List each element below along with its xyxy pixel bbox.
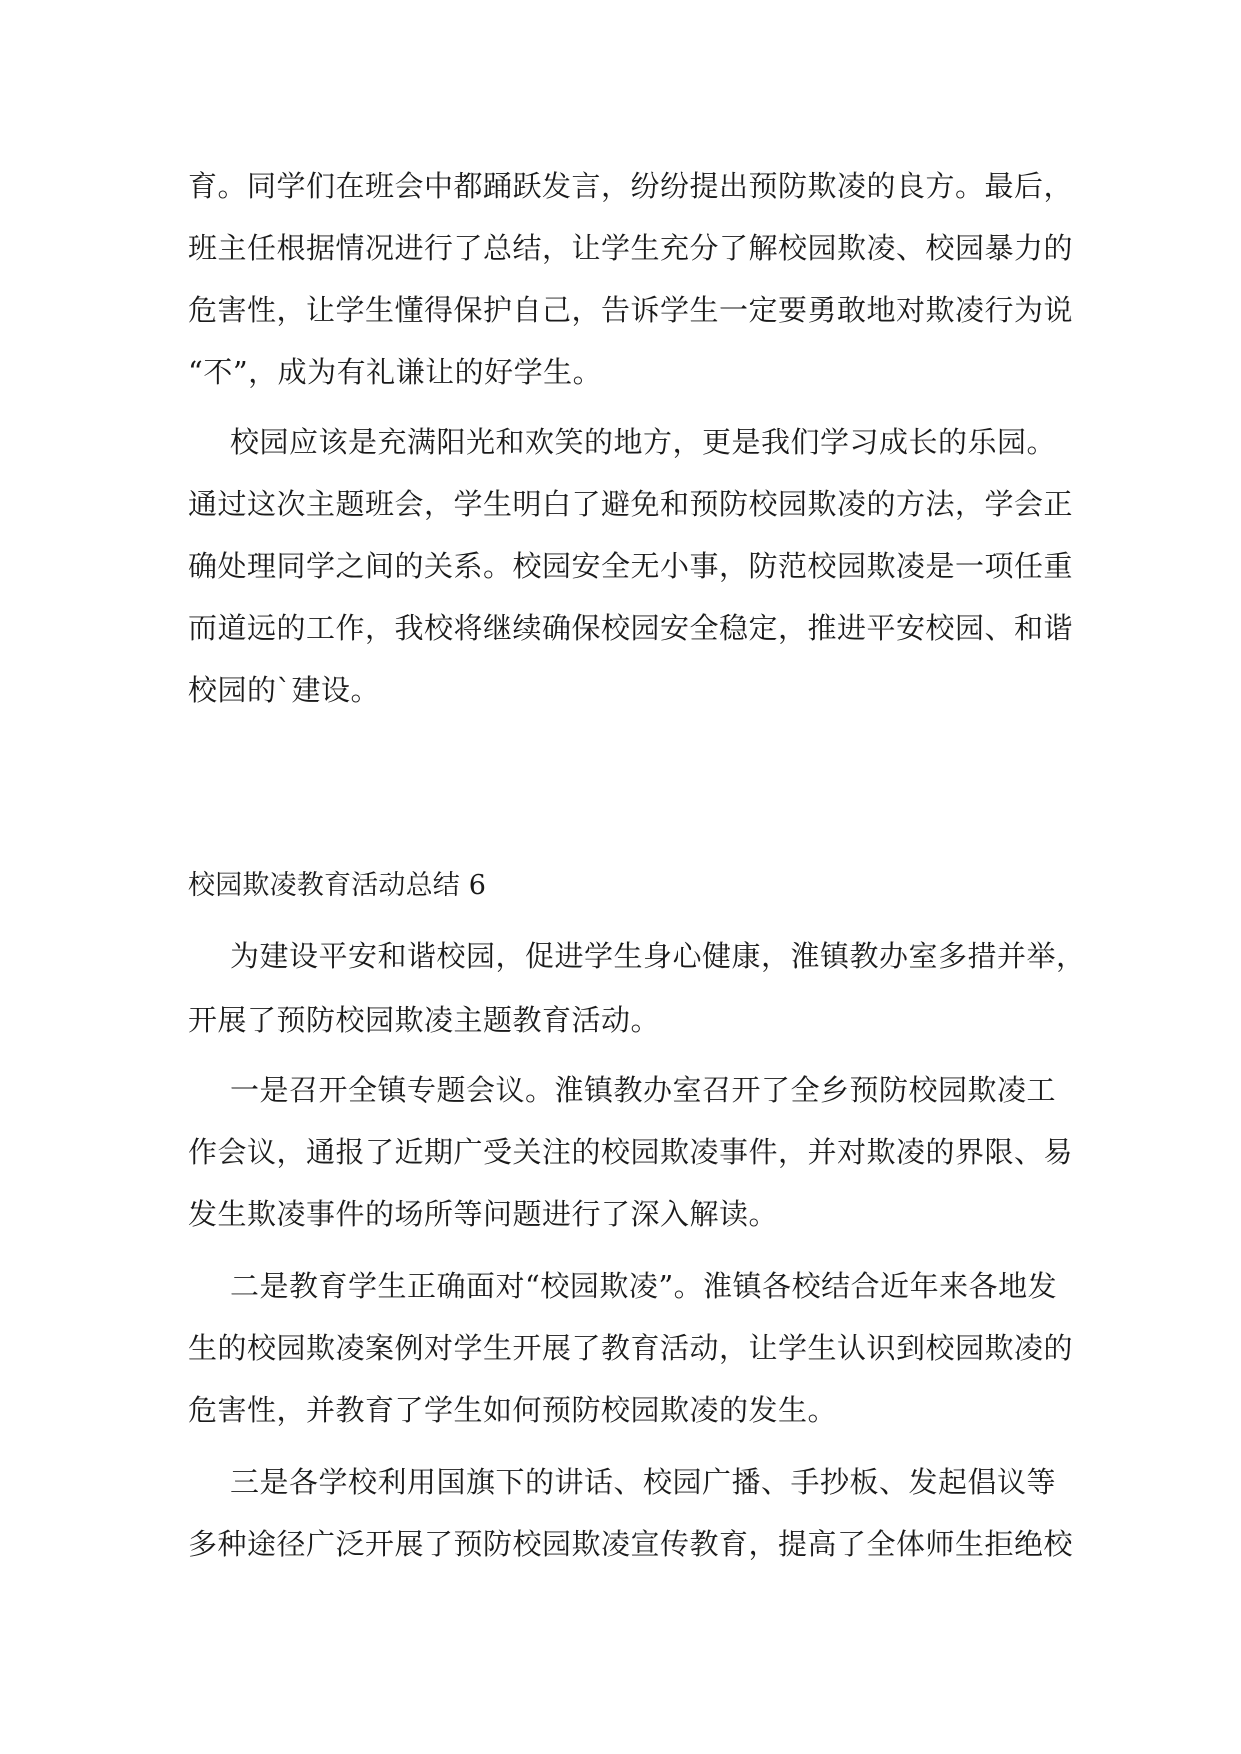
paragraph-line: 二是教育学生正确面对“校园欺凌”。淮镇各校结合近年来各地发 [230,1269,1058,1303]
paragraph-line: 一是召开全镇专题会议。淮镇教办室召开了全乡预防校园欺凌工 [230,1073,1057,1107]
paragraph-line: 作会议，通报了近期广受关注的校园欺凌事件，并对欺凌的界限、易 [188,1135,1074,1169]
paragraph-line: 校园的`建设。 [188,673,381,707]
paragraph-line: 班主任根据情况进行了总结，让学生充分了解校园欺凌、校园暴力的 [188,231,1074,265]
paragraph-line: 多种途径广泛开展了预防校园欺凌宣传教育，提高了全体师生拒绝校 [188,1527,1074,1561]
paragraph-line: 为建设平安和谐校园，促进学生身心健康，淮镇教办室多措并举， [230,939,1086,973]
paragraph-line: 校园应该是充满阳光和欢笑的地方，更是我们学习成长的乐园。 [230,425,1057,459]
paragraph-line: 危害性，并教育了学生如何预防校园欺凌的发生。 [188,1393,838,1427]
paragraph-line: 生的校园欺凌案例对学生开展了教育活动，让学生认识到校园欺凌的 [188,1331,1074,1365]
paragraph-line: 育。同学们在班会中都踊跃发言，纷纷提出预防欺凌的良方。最后， [188,169,1074,203]
paragraph-line: “不”，成为有礼谦让的好学生。 [188,355,603,389]
paragraph-line: 确处理同学之间的关系。校园安全无小事，防范校园欺凌是一项任重 [188,549,1074,583]
paragraph-line: 开展了预防校园欺凌主题教育活动。 [188,1003,661,1037]
paragraph-line: 危害性，让学生懂得保护自己，告诉学生一定要勇敢地对欺凌行为说 [188,293,1074,327]
paragraph-line: 三是各学校利用国旗下的讲话、校园广播、手抄板、发起倡议等 [230,1465,1057,1499]
paragraph-line: 而道远的工作，我校将继续确保校园安全稳定，推进平安校园、和谐 [188,611,1074,645]
paragraph-line: 发生欺凌事件的场所等问题进行了深入解读。 [188,1197,779,1231]
paragraph-line: 通过这次主题班会，学生明白了避免和预防校园欺凌的方法，学会正 [188,487,1074,521]
section-title: 校园欺凌教育活动总结 6 [188,870,487,901]
